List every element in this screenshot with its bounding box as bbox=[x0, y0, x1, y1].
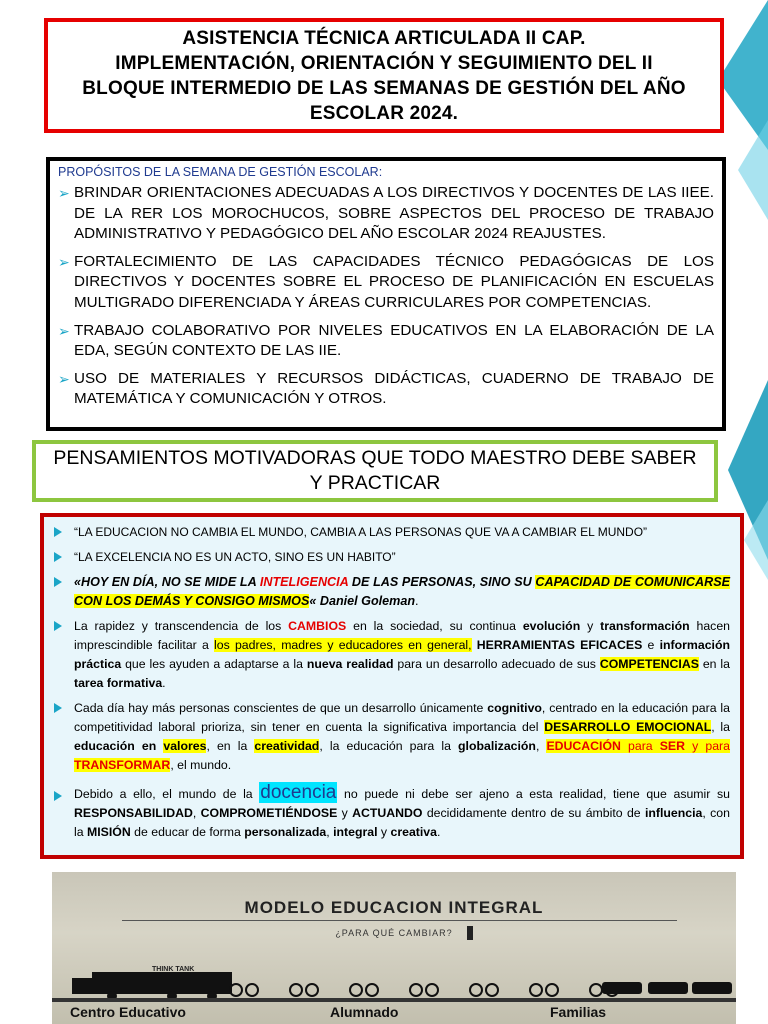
list-item bbox=[52, 548, 730, 567]
triangle-bullet-icon bbox=[54, 552, 62, 562]
list-item bbox=[58, 183, 714, 245]
quote-part: . bbox=[415, 594, 419, 608]
quotes-box bbox=[40, 513, 744, 859]
quote-part: y bbox=[377, 825, 391, 839]
truck-icon bbox=[92, 972, 232, 994]
road-line bbox=[52, 998, 736, 1002]
triangle-bullet-icon bbox=[54, 527, 62, 537]
arrow-bullet-icon: ➢ bbox=[58, 322, 70, 339]
chess-piece-icon bbox=[467, 926, 473, 940]
motivational-heading: PENSAMIENTOS MOTIVADORAS QUE TODO MAESTRO DEBE SABER Y PRACTICAR bbox=[53, 447, 697, 494]
purposes-box bbox=[46, 157, 726, 431]
quote-bold: cognitivo bbox=[487, 701, 542, 715]
list-item bbox=[58, 321, 714, 362]
quote-highlight-red: CAMBIOS bbox=[288, 619, 347, 633]
quote-part: La rapidez y transcendencia de los bbox=[74, 619, 289, 633]
quote-bold: COMPROMETIÉNDOSE bbox=[200, 806, 338, 820]
list-item bbox=[52, 699, 730, 775]
quote-bold: influencia bbox=[644, 806, 703, 820]
title-line: IMPLEMENTACIÓN, ORIENTACIÓN Y SEGUIMIENTO DEL II bbox=[115, 52, 653, 74]
quote-part: , el mundo. bbox=[170, 758, 232, 772]
quote-part: en la bbox=[698, 657, 730, 671]
purposes-heading: PROPÓSITOS DE LA SEMANA DE GESTIÓN ESCOLAR: bbox=[58, 165, 383, 179]
cars-icon bbox=[602, 982, 732, 994]
quote-part: y bbox=[337, 806, 353, 820]
title-line: BLOQUE INTERMEDIO DE LAS SEMANAS DE GESTIÓN DEL AÑO bbox=[82, 77, 686, 99]
quote-highlight-red: TRANSFORMAR bbox=[74, 758, 171, 772]
arrow-bullet-icon: ➢ bbox=[58, 253, 70, 270]
quote-bold: personalizada bbox=[244, 825, 327, 839]
label-familias: Familias bbox=[550, 1004, 607, 1020]
quote-part: que les ayuden a adaptarse a la bbox=[121, 657, 307, 671]
quote-part: , bbox=[535, 739, 547, 753]
education-model-image bbox=[52, 872, 736, 1024]
list-item bbox=[52, 573, 730, 611]
title-line: ASISTENCIA TÉCNICA ARTICULADA II CAP. bbox=[182, 27, 586, 49]
quote-highlight: creatividad bbox=[254, 739, 320, 753]
quote-part: decididamente dentro de su ámbito de bbox=[422, 806, 645, 820]
quote-part: , con la bbox=[74, 806, 730, 839]
quote-bold: tarea formativa bbox=[74, 676, 163, 690]
quote-highlight-red: y para bbox=[685, 739, 730, 753]
arrow-bullet-icon: ➢ bbox=[58, 370, 70, 387]
quote-bold: evolución bbox=[522, 619, 581, 633]
triangle-bullet-icon bbox=[54, 577, 62, 587]
quote-highlight-cyan: docencia bbox=[260, 782, 337, 803]
quote-text: “LA EXCELENCIA NO ES UN ACTO, SINO ES UN HABITO” bbox=[74, 550, 396, 564]
quote-author: « Daniel Goleman bbox=[309, 594, 416, 608]
quote-highlight-red: para bbox=[620, 739, 660, 753]
quote-part: Debido a ello, el mundo de la bbox=[74, 787, 260, 801]
page-title bbox=[82, 26, 685, 126]
quote-highlight: los padres, madres y educadores en general, bbox=[214, 638, 472, 652]
list-item bbox=[52, 523, 730, 542]
quote-text: “LA EDUCACION NO CAMBIA EL MUNDO, CAMBIA A LAS PERSONAS QUE VA A CAMBIAR EL MUNDO” bbox=[74, 525, 648, 539]
quote-part: «HOY EN DÍA, NO SE MIDE LA bbox=[74, 575, 260, 589]
quote-bold: educación en bbox=[74, 739, 164, 753]
truck-label: THINK TANK bbox=[152, 966, 195, 973]
label-alumnado: Alumnado bbox=[330, 1004, 399, 1020]
quote-bold: transformación bbox=[600, 619, 690, 633]
quote-part: de educar de forma bbox=[130, 825, 245, 839]
purpose-text: USO DE MATERIALES Y RECURSOS DIDÁCTICAS, CUADERNO DE TRABAJO DE MATEMÁTICA Y COMUNICACIÓN Y OTROS. bbox=[74, 369, 714, 408]
purpose-text: BRINDAR ORIENTACIONES ADECUADAS A LOS DIRECTIVOS Y DOCENTES DE LAS IIEE. DE LA RER LOS MOROCHUCOS, SOBRE ASPECTOS DEL PROCESO DE TRABAJO ADMINISTRATIVO Y PEDAGÓGICO DEL AÑO ESCOLAR 2024 REAJUSTES. bbox=[74, 184, 714, 243]
quote-part: , en la bbox=[206, 739, 255, 753]
title-line: ESCOLAR 2024. bbox=[309, 102, 459, 124]
quote-part: no puede ni debe ser ajeno a esta realidad, tiene que asumir su bbox=[337, 787, 731, 801]
quote-highlight-red: SER bbox=[659, 739, 686, 753]
quote-highlight: CAPACIDAD DE COMUNICARSE CON LOS DEMÁS Y CONSIGO MISMOS bbox=[74, 575, 730, 608]
quote-part: para un desarrollo adecuado de sus bbox=[393, 657, 600, 671]
quote-bold: RESPONSABILIDAD bbox=[74, 806, 193, 820]
quote-bold: creativa bbox=[390, 825, 437, 839]
quotes-list bbox=[52, 523, 730, 842]
list-item bbox=[52, 617, 730, 693]
purposes-list bbox=[58, 183, 714, 410]
quote-highlight: valores bbox=[163, 739, 207, 753]
quote-bold: globalización bbox=[458, 739, 536, 753]
quote-bold: información práctica bbox=[74, 638, 730, 671]
quote-highlight: DESARROLLO EMOCIONAL bbox=[544, 720, 712, 734]
quote-part: , la bbox=[711, 720, 730, 734]
quote-part: DE LAS PERSONAS, SINO SU bbox=[348, 575, 536, 589]
triangle-bullet-icon bbox=[54, 621, 62, 631]
quote-part: e bbox=[642, 638, 660, 652]
quote-part: Cada día hay más personas conscientes de que un desarrollo únicamente bbox=[74, 701, 488, 715]
quote-part: , centrado en la educación para la competitividad laboral prioriza, sin tener en cuenta la significativa importancia del bbox=[74, 701, 730, 734]
image-subtitle: ¿PARA QUÉ CAMBIAR? bbox=[335, 928, 453, 938]
triangle-bullet-icon bbox=[54, 791, 62, 801]
bicycles-icon bbox=[230, 984, 618, 996]
motivational-box bbox=[32, 440, 718, 502]
quote-bold: MISIÓN bbox=[87, 825, 131, 839]
quote-part: , bbox=[326, 825, 334, 839]
label-centro-educativo: Centro Educativo bbox=[70, 1004, 186, 1020]
decorative-arrows bbox=[708, 0, 768, 1024]
list-item bbox=[52, 783, 730, 842]
quote-bold: ACTUANDO bbox=[352, 806, 423, 820]
quote-bold: nueva realidad bbox=[306, 657, 394, 671]
purpose-text: TRABAJO COLABORATIVO POR NIVELES EDUCATIVOS EN LA ELABORACIÓN DE LA EDA, SEGÚN CONTEXTO DE LAS IIE. bbox=[74, 321, 714, 360]
quote-part: en la sociedad, su continua bbox=[346, 619, 523, 633]
quote-highlight: COMPETENCIAS bbox=[599, 657, 699, 671]
list-item bbox=[58, 369, 714, 410]
triangle-bullet-icon bbox=[54, 703, 62, 713]
quote-part: . bbox=[162, 676, 166, 690]
quote-highlight-red: INTELIGENCIA bbox=[259, 575, 349, 589]
quote-highlight-red: EDUCACIÓN bbox=[546, 739, 621, 753]
quote-part: , bbox=[192, 806, 201, 820]
quote-bold: integral bbox=[333, 825, 378, 839]
purpose-text: FORTALECIMIENTO DE LAS CAPACIDADES TÉCNICO PEDAGÓGICAS DE LOS DIRECTIVOS Y DOCENTES SOBRE EL PROCESO DE PLANIFICACIÓN EN ESCUELAS MULTIGRADO DIFERENCIADA Y ÁREAS CURRICULARES POR COMPETENCIAS. bbox=[74, 252, 714, 311]
quote-bold: HERRAMIENTAS EFICACES bbox=[476, 638, 643, 652]
quote-part: hacen imprescindible facilitar a bbox=[74, 619, 730, 652]
list-item bbox=[58, 252, 714, 314]
arrow-bullet-icon: ➢ bbox=[58, 185, 70, 201]
image-title: MODELO EDUCACION INTEGRAL bbox=[244, 898, 544, 917]
quote-part: , la educación para la bbox=[319, 739, 459, 753]
title-box bbox=[44, 18, 724, 133]
quote-part: y bbox=[580, 619, 601, 633]
quote-part: . bbox=[436, 825, 441, 839]
